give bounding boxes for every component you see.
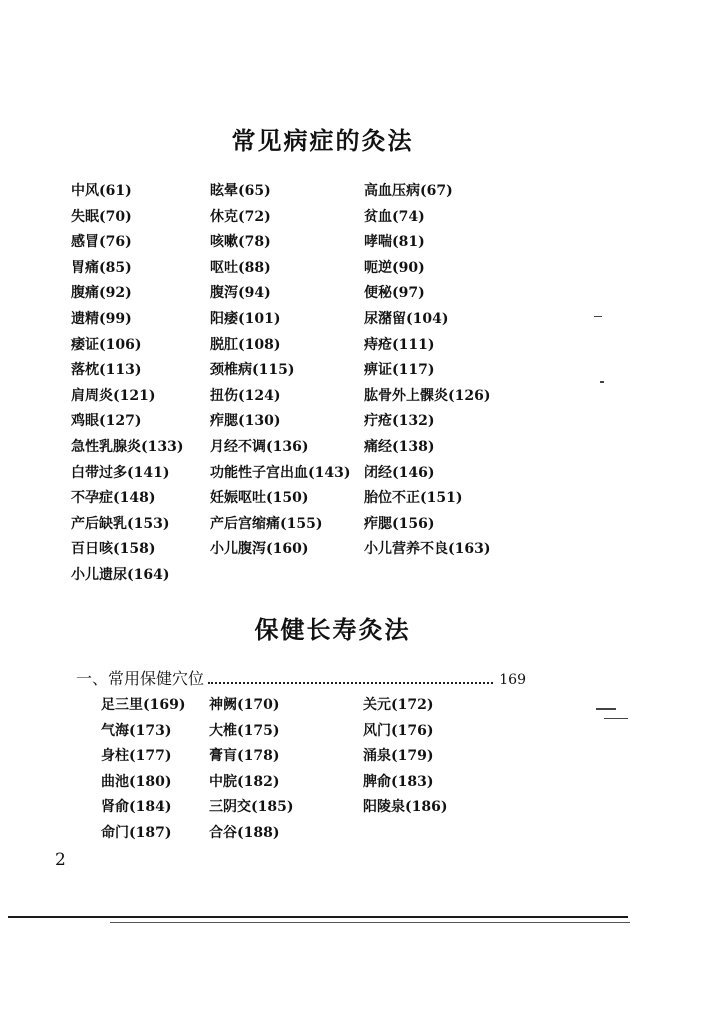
- index-entry: 涌泉(179): [363, 748, 434, 765]
- index-entry: 肾俞(184): [101, 799, 172, 816]
- index-entry: 痔疮(111): [364, 336, 435, 353]
- index-entry: 曲池(180): [101, 773, 172, 790]
- index-entry: 足三里(169): [101, 697, 186, 713]
- index-entry: 哮喘(81): [364, 234, 425, 251]
- index-entry: 呕吐(88): [210, 259, 271, 276]
- index-entry: 鸡眼(127): [71, 413, 142, 430]
- index-entry: 呃逆(90): [364, 259, 425, 276]
- index-entry: 功能性子宫出血(143): [210, 464, 351, 481]
- index-entry: 痄腮(156): [364, 515, 435, 532]
- toc-entry-common-acupoints: [76, 666, 526, 689]
- index-entry: 肩周炎(121): [71, 387, 156, 404]
- index-entry: 不孕症(148): [71, 490, 156, 507]
- index-entry: 闭经(146): [364, 464, 435, 481]
- index-entry: 遗精(99): [71, 310, 132, 327]
- index-entry: 高血压病(67): [364, 183, 453, 199]
- index-entry: 痿证(106): [71, 336, 142, 353]
- toc-leader-dots: [208, 682, 493, 684]
- section-title-health-longevity: 保健长寿灸法: [254, 615, 411, 644]
- scan-speck: [604, 718, 628, 719]
- index-entry: 痛经(138): [364, 438, 435, 455]
- index-entry: 大椎(175): [209, 722, 280, 739]
- index-entry: 落枕(113): [71, 362, 142, 379]
- index-entry: 胎位不正(151): [364, 490, 463, 507]
- index-entry: 白带过多(141): [71, 464, 170, 481]
- index-entry: 脱肛(108): [210, 336, 281, 353]
- index-entry: 神阙(170): [209, 697, 280, 713]
- index-entry: 痹证(117): [364, 362, 435, 379]
- index-entry: 咳嗽(78): [210, 234, 271, 251]
- index-entry: 痄腮(130): [210, 413, 281, 430]
- index-entry: 月经不调(136): [210, 438, 309, 455]
- index-entry: 腹泻(94): [210, 285, 271, 302]
- index-entry: 百日咳(158): [71, 541, 156, 558]
- index-entry: 急性乳腺炎(133): [71, 438, 184, 455]
- scan-speck: [594, 316, 602, 317]
- index-entry: 中风(61): [71, 183, 132, 199]
- index-entry: 阳陵泉(186): [363, 799, 448, 816]
- index-entry: 腹痛(92): [71, 285, 132, 302]
- index-entry: 三阴交(185): [209, 799, 294, 816]
- toc-page-number: 169: [499, 672, 526, 688]
- index-entry: 脾俞(183): [363, 773, 434, 790]
- index-entry: 中脘(182): [209, 773, 280, 790]
- index-entry: 阳痿(101): [210, 310, 281, 327]
- index-entry: 身柱(177): [101, 748, 172, 765]
- index-entry: 尿潴留(104): [364, 310, 449, 327]
- bottom-rule: [8, 916, 628, 918]
- index-entry: 休克(72): [210, 208, 271, 225]
- index-entry: 妊娠呕吐(150): [210, 490, 309, 507]
- index-entry: 产后宫缩痛(155): [210, 515, 323, 532]
- index-entry: 肱骨外上髁炎(126): [364, 387, 491, 404]
- index-entry: 膏肓(178): [209, 748, 280, 765]
- index-entry: 风门(176): [363, 722, 434, 739]
- index-entry: 胃痛(85): [71, 259, 132, 276]
- index-entry: 感冒(76): [71, 234, 132, 251]
- index-entry: 疔疮(132): [364, 413, 435, 430]
- index-entry: 关元(172): [363, 697, 434, 713]
- page-number: 2: [55, 850, 66, 870]
- index-entry: 小儿腹泻(160): [210, 541, 309, 558]
- index-entry: 扭伤(124): [210, 387, 281, 404]
- index-entry: 产后缺乳(153): [71, 515, 170, 532]
- index-entry: 命门(187): [101, 824, 172, 841]
- index-entry: 小儿遗尿(164): [71, 566, 170, 583]
- index-entry: 合谷(188): [209, 824, 280, 841]
- index-entry: 便秘(97): [364, 285, 425, 302]
- scan-speck: [600, 381, 604, 383]
- index-entry: 眩晕(65): [210, 183, 271, 199]
- index-entry: 失眠(70): [71, 208, 132, 225]
- index-entry: 贫血(74): [364, 208, 425, 225]
- index-entry: 小儿营养不良(163): [364, 541, 491, 558]
- index-entry: 气海(173): [101, 722, 172, 739]
- index-entry: 颈椎病(115): [210, 362, 295, 379]
- toc-label: 一、常用保健穴位: [76, 669, 205, 688]
- scan-speck: [596, 708, 616, 710]
- section-title-common-diseases: 常见病症的灸法: [231, 126, 414, 155]
- bottom-rule-secondary: [110, 922, 630, 923]
